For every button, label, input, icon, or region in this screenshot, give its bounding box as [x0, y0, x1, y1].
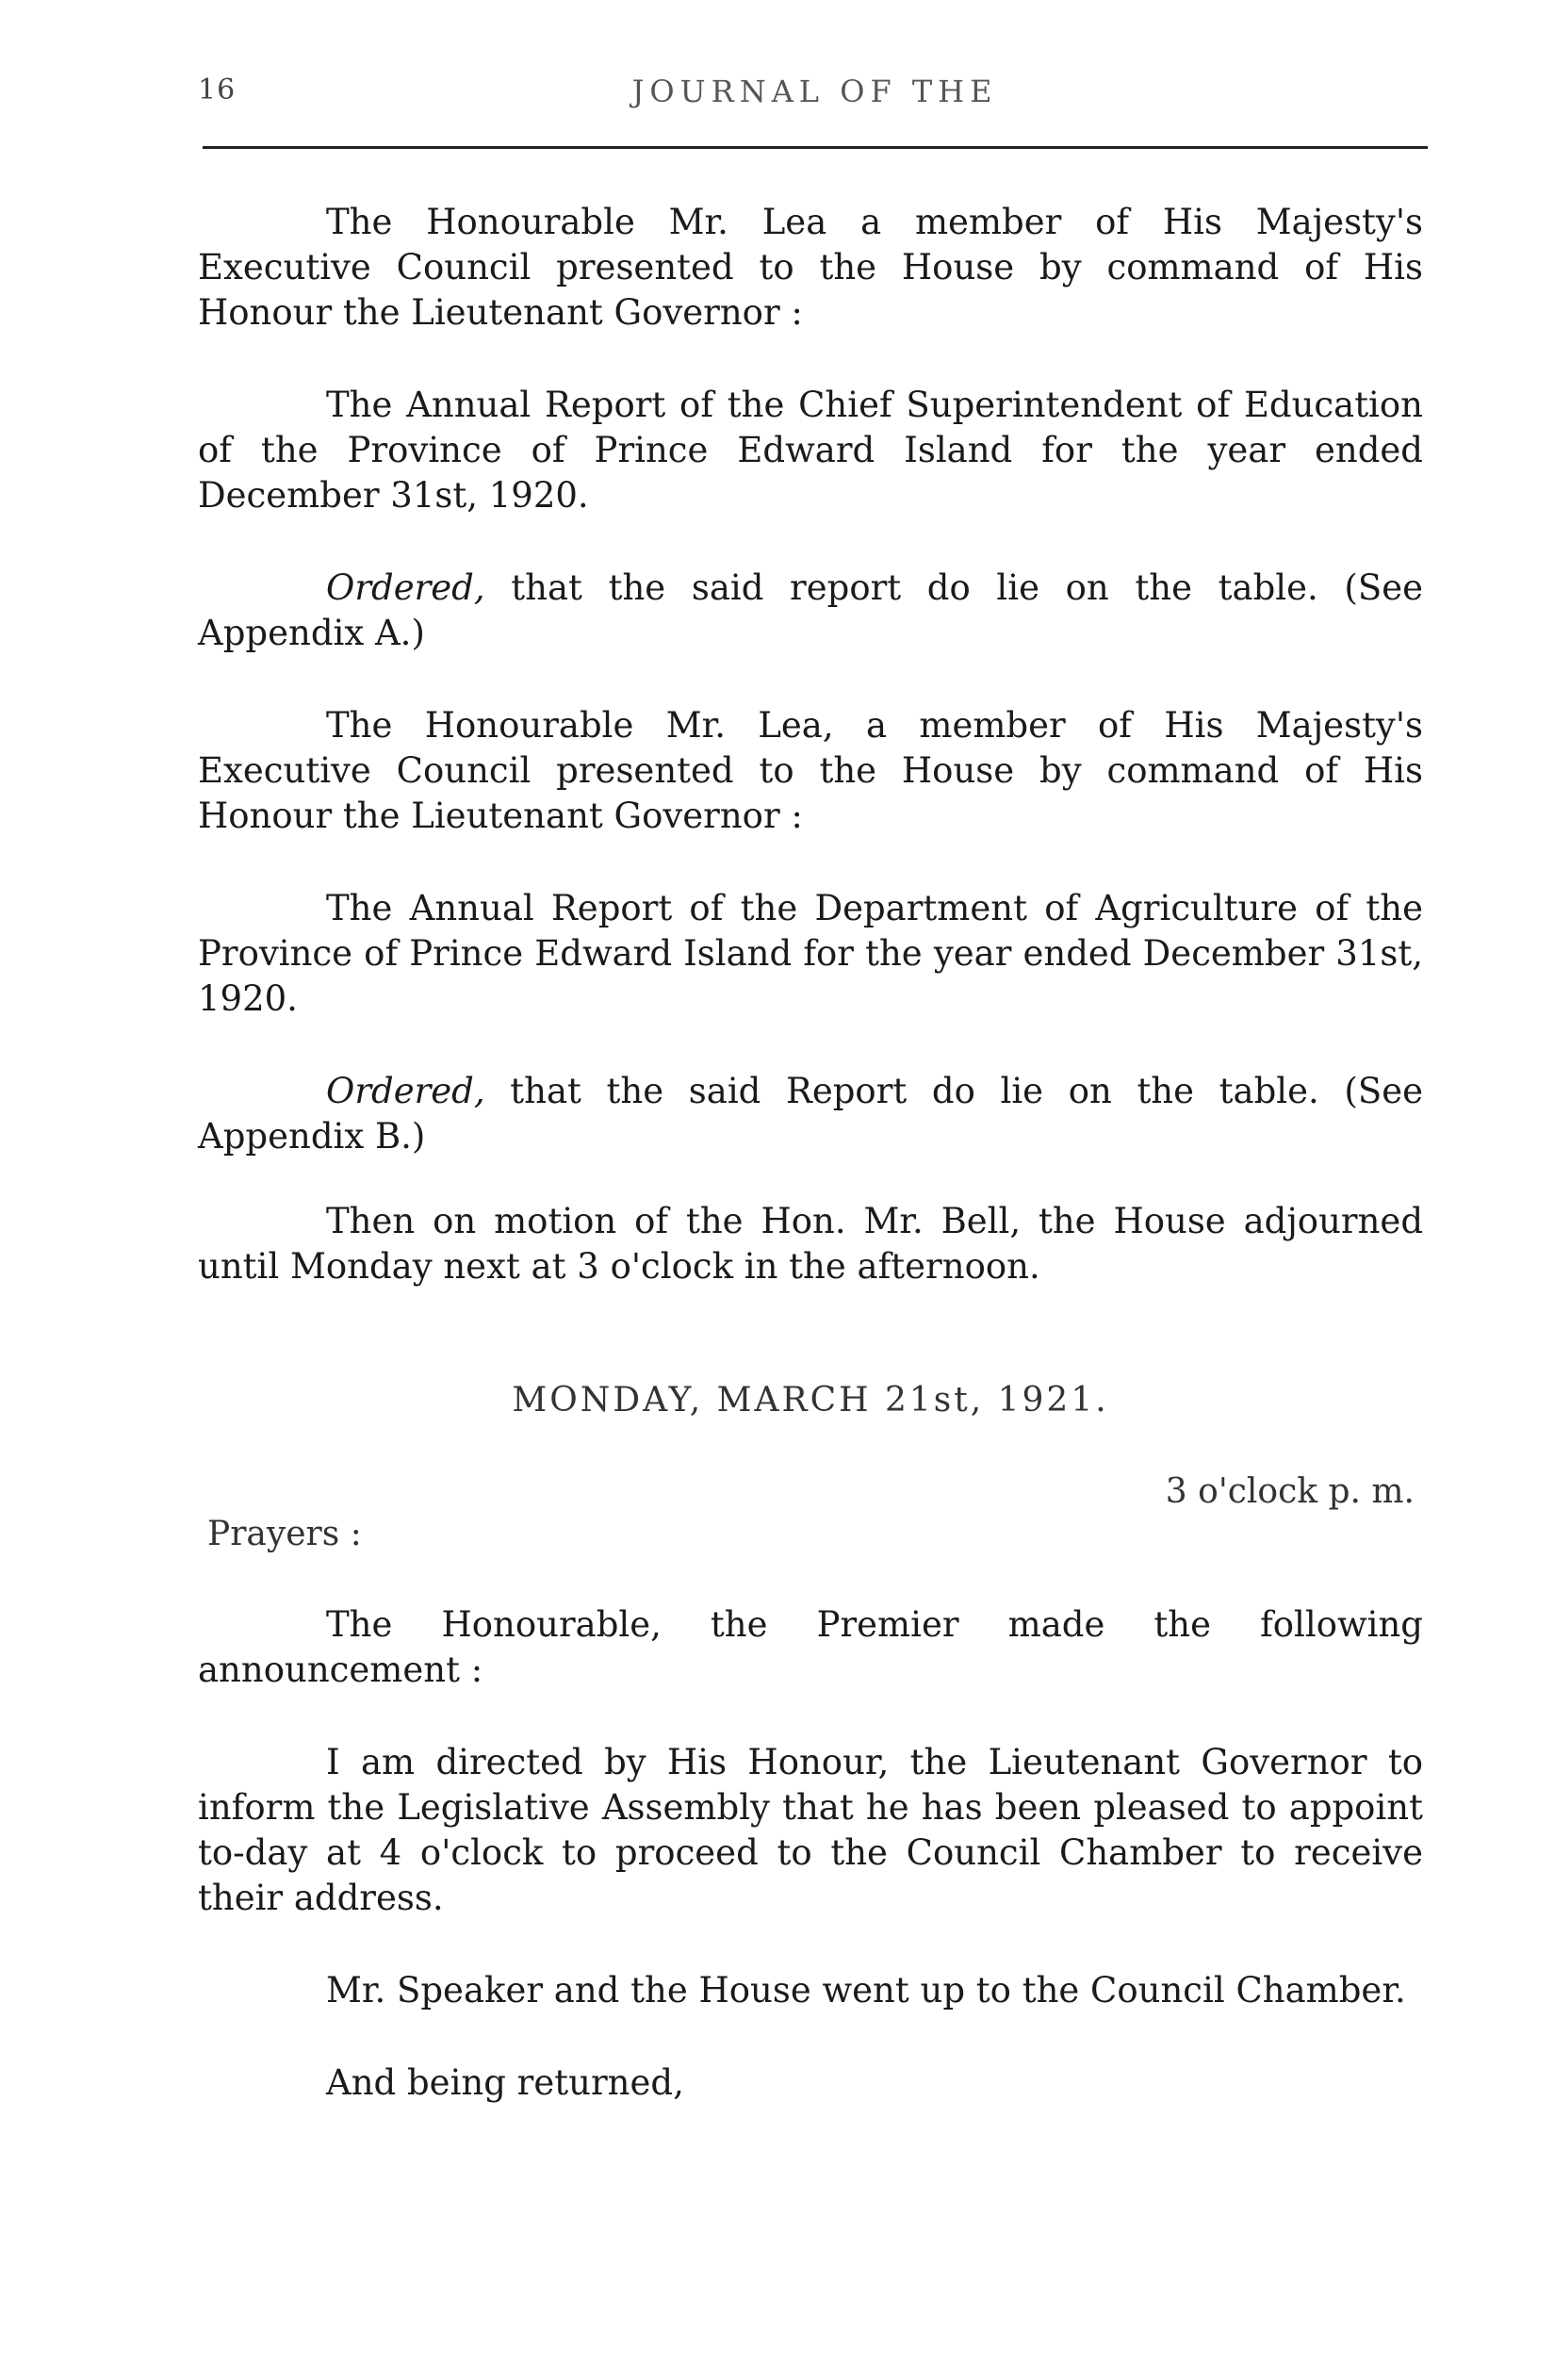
- paragraph-council-chamber: Mr. Speaker and the House went up to the Council Chamber.: [326, 1970, 1406, 2011]
- body-text-sitting: [198, 1602, 1423, 2106]
- sitting-date-heading: MONDAY, MARCH 21st, 1921.: [512, 1381, 1109, 1420]
- header-rule: [203, 146, 1428, 149]
- journal-title: JOURNAL OF THE: [631, 74, 998, 109]
- paragraph-ordered-appendix-b: [198, 1069, 1423, 1159]
- ordered-text: that the said report do lie on the table. (See Appendix A.): [198, 567, 1423, 653]
- ordered-text: that the said Report do lie on the table. (See Appendix B.): [198, 1071, 1423, 1157]
- sitting-time: 3 o'clock p. m.: [1165, 1472, 1415, 1511]
- running-head: [198, 74, 1431, 121]
- paragraph-governor-direction: I am directed by His Honour, the Lieutenant Governor to inform the Legislative Assembly that he has been pleased to appoint to-day at 4 o'clock to proceed to the Council Chamber to receive their address.: [198, 1742, 1423, 1918]
- paragraph-lea-presented-1: The Honourable Mr. Lea a member of His Majesty's Executive Council presented to the House by command of His Honour the Lieutenant Governor :: [198, 202, 1423, 333]
- paragraph-agriculture-report: The Annual Report of the Department of Agriculture of the Province of Prince Edward Island for the year ended December 31st, 1920.: [198, 888, 1423, 1019]
- ordered-italic: Ordered,: [326, 567, 485, 608]
- paragraph-premier-announcement: The Honourable, the Premier made the following announcement :: [198, 1604, 1423, 1690]
- ordered-italic: Ordered,: [326, 1071, 485, 1111]
- body-text: [198, 200, 1423, 1289]
- paragraph-adjournment: Then on motion of the Hon. Mr. Bell, the House adjourned until Monday next at 3 o'clock in the afternoon.: [198, 1201, 1423, 1287]
- prayers-label: Prayers :: [207, 1515, 362, 1553]
- paragraph-ordered-appendix-a: [198, 566, 1423, 656]
- paragraph-lea-presented-2: The Honourable Mr. Lea, a member of His Majesty's Executive Council presented to the House by command of His Honour the Lieutenant Governor :: [198, 705, 1423, 836]
- page-number: 16: [198, 74, 237, 107]
- paragraph-being-returned: And being returned,: [326, 2062, 684, 2103]
- paragraph-education-report: The Annual Report of the Chief Superintendent of Education of the Province of Prince Edward Island for the year ended December 31st, 1920.: [198, 385, 1423, 516]
